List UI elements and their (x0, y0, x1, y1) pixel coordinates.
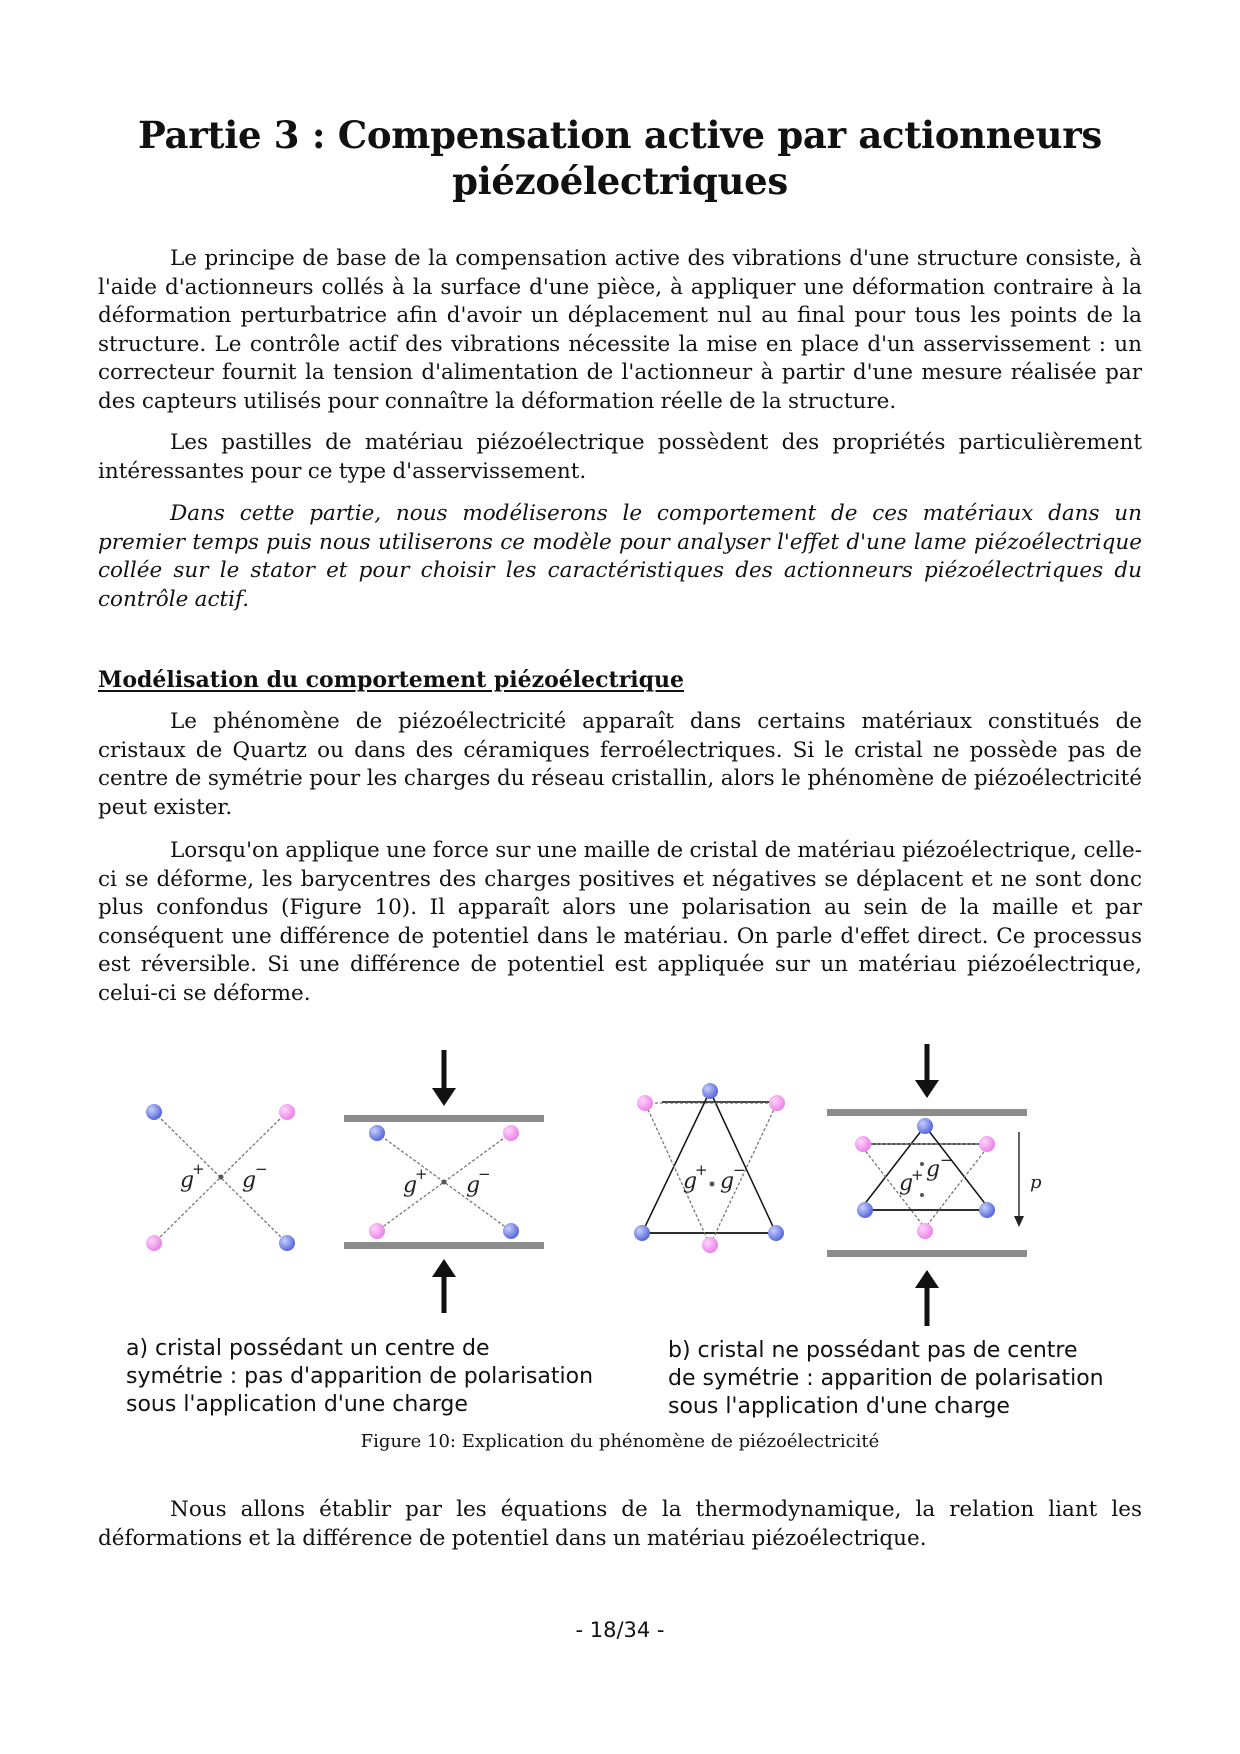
g-plus-label: g (899, 1171, 914, 1196)
title-line-1: Partie 3 : Compensation active par actionneurs (138, 113, 1102, 157)
paragraph-5: Lorsqu'on applique une force sur une maille de cristal de matériau piézoélectrique, celle-ci se déforme, les barycentres des charges positives et négatives se déplacent et ne sont donc plus confondus (Figure 10). Il apparaît alors une polarisation au sein de la maille et par conséquent une différence de potentiel dans le matériau. On parle d'effet direct. Ce processus est réversible. Si une différence de potentiel est appliquée sur un matériau piézoélectrique, celui-ci se déforme. (98, 838, 1142, 1006)
figure-10 (100, 1030, 1150, 1419)
minus-sign: − (478, 1165, 491, 1183)
positive-charge (637, 1095, 653, 1111)
paragraph-4: Le phénomène de piézoélectricité apparaît dans certains matériaux constitués de cristaux de Quartz ou dans des céramiques ferroélectriques. Si le cristal ne possède pas de centre de symétrie pour les charges du réseau cristallin, alors le phénomène de piézoélectricité peut exister. (98, 709, 1142, 820)
positive-charge (702, 1237, 718, 1253)
top-plate (827, 1109, 1027, 1116)
bottom-plate (827, 1250, 1027, 1257)
paragraph-1: Le principe de base de la compensation active des vibrations d'une structure consiste, à l'aide d'actionneurs collés à la surface d'une pièce, à appliquer une déformation contraire à la déformation perturbatrice afin d'avoir un déplacement nul au final pour tous les points de la structure. Le contrôle actif des vibrations nécessite la mise en place d'un asservissement : un correcteur fournit la tension d'alimentation de l'actionneur à partir d'une mesure réalisée par des capteurs utilisés pour connaître la déformation réelle de la structure. (98, 246, 1142, 414)
negative-charge (146, 1104, 162, 1120)
bottom-plate (344, 1242, 544, 1249)
minus-sign: − (733, 1161, 746, 1179)
paragraph-3-italic: Dans cette partie, nous modéliserons le comportement de ces matériaux dans un premier temps puis nous utiliserons ce modèle pour analyser l'effet d'une lame piézoélectrique collée sur le stator et pour choisir les caractéristiques des actionneurs piézoélectriques du contrôle actif. (98, 501, 1142, 612)
positive-charge (503, 1125, 519, 1141)
negative-charge (917, 1118, 933, 1134)
top-plate (344, 1115, 544, 1122)
positive-charge (769, 1095, 785, 1111)
crystal-a-compressed (344, 1050, 544, 1313)
negative-charge (857, 1202, 873, 1218)
caption-a: a) cristal possédant un centre de symétrie : pas d'apparition de polarisation sous l'application d'une charge (126, 1336, 594, 1417)
plus-sign: + (415, 1165, 428, 1183)
crystal-b-free (634, 1083, 785, 1253)
page-title (98, 112, 1142, 204)
positive-charge (979, 1136, 995, 1152)
g-minus-label: g (926, 1157, 941, 1182)
g-minus-label: g (720, 1169, 735, 1194)
caption-b: b) cristal ne possédant pas de centre de symétrie : apparition de polarisation sous l'application d'une charge (668, 1338, 1104, 1419)
paragraph-2: Les pastilles de matériau piézoélectrique possèdent des propriétés particulièrement intéressantes pour ce type d'asservissement. (98, 430, 1142, 484)
g-minus-label: g (242, 1168, 257, 1193)
minus-sign: − (255, 1160, 268, 1178)
title-line-2: piézoélectriques (452, 159, 788, 203)
positive-charge (369, 1223, 385, 1239)
plus-sign: + (192, 1160, 205, 1178)
g-plus-label: g (403, 1173, 418, 1198)
crystal-b-compressed (827, 1044, 1042, 1326)
negative-charge (634, 1225, 650, 1241)
p-label: p (1030, 1172, 1042, 1193)
g-minus-label: g (466, 1173, 481, 1198)
g-plus-label: g (683, 1169, 698, 1194)
negative-charge (279, 1235, 295, 1251)
crystal-a-free (146, 1104, 295, 1251)
figure-caption: Figure 10: Explication du phénomène de piézoélectricité (360, 1431, 880, 1452)
page-number: - 18/34 - (575, 1618, 665, 1642)
g-plus-label: g (180, 1168, 195, 1193)
negative-charge (503, 1223, 519, 1239)
positive-charge (279, 1104, 295, 1120)
positive-charge (855, 1136, 871, 1152)
negative-charge (768, 1225, 784, 1241)
positive-charge (917, 1223, 933, 1239)
negative-charge (702, 1083, 718, 1099)
paragraph-6: Nous allons établir par les équations de la thermodynamique, la relation liant les déformations et la différence de potentiel dans un matériau piézoélectrique. (98, 1497, 1142, 1551)
positive-charge (146, 1235, 162, 1251)
plus-sign: + (911, 1166, 924, 1184)
negative-charge (979, 1202, 995, 1218)
plus-sign: + (695, 1161, 708, 1179)
section-heading: Modélisation du comportement piézoélectrique (98, 667, 685, 693)
negative-charge (369, 1125, 385, 1141)
minus-sign: − (940, 1151, 953, 1169)
